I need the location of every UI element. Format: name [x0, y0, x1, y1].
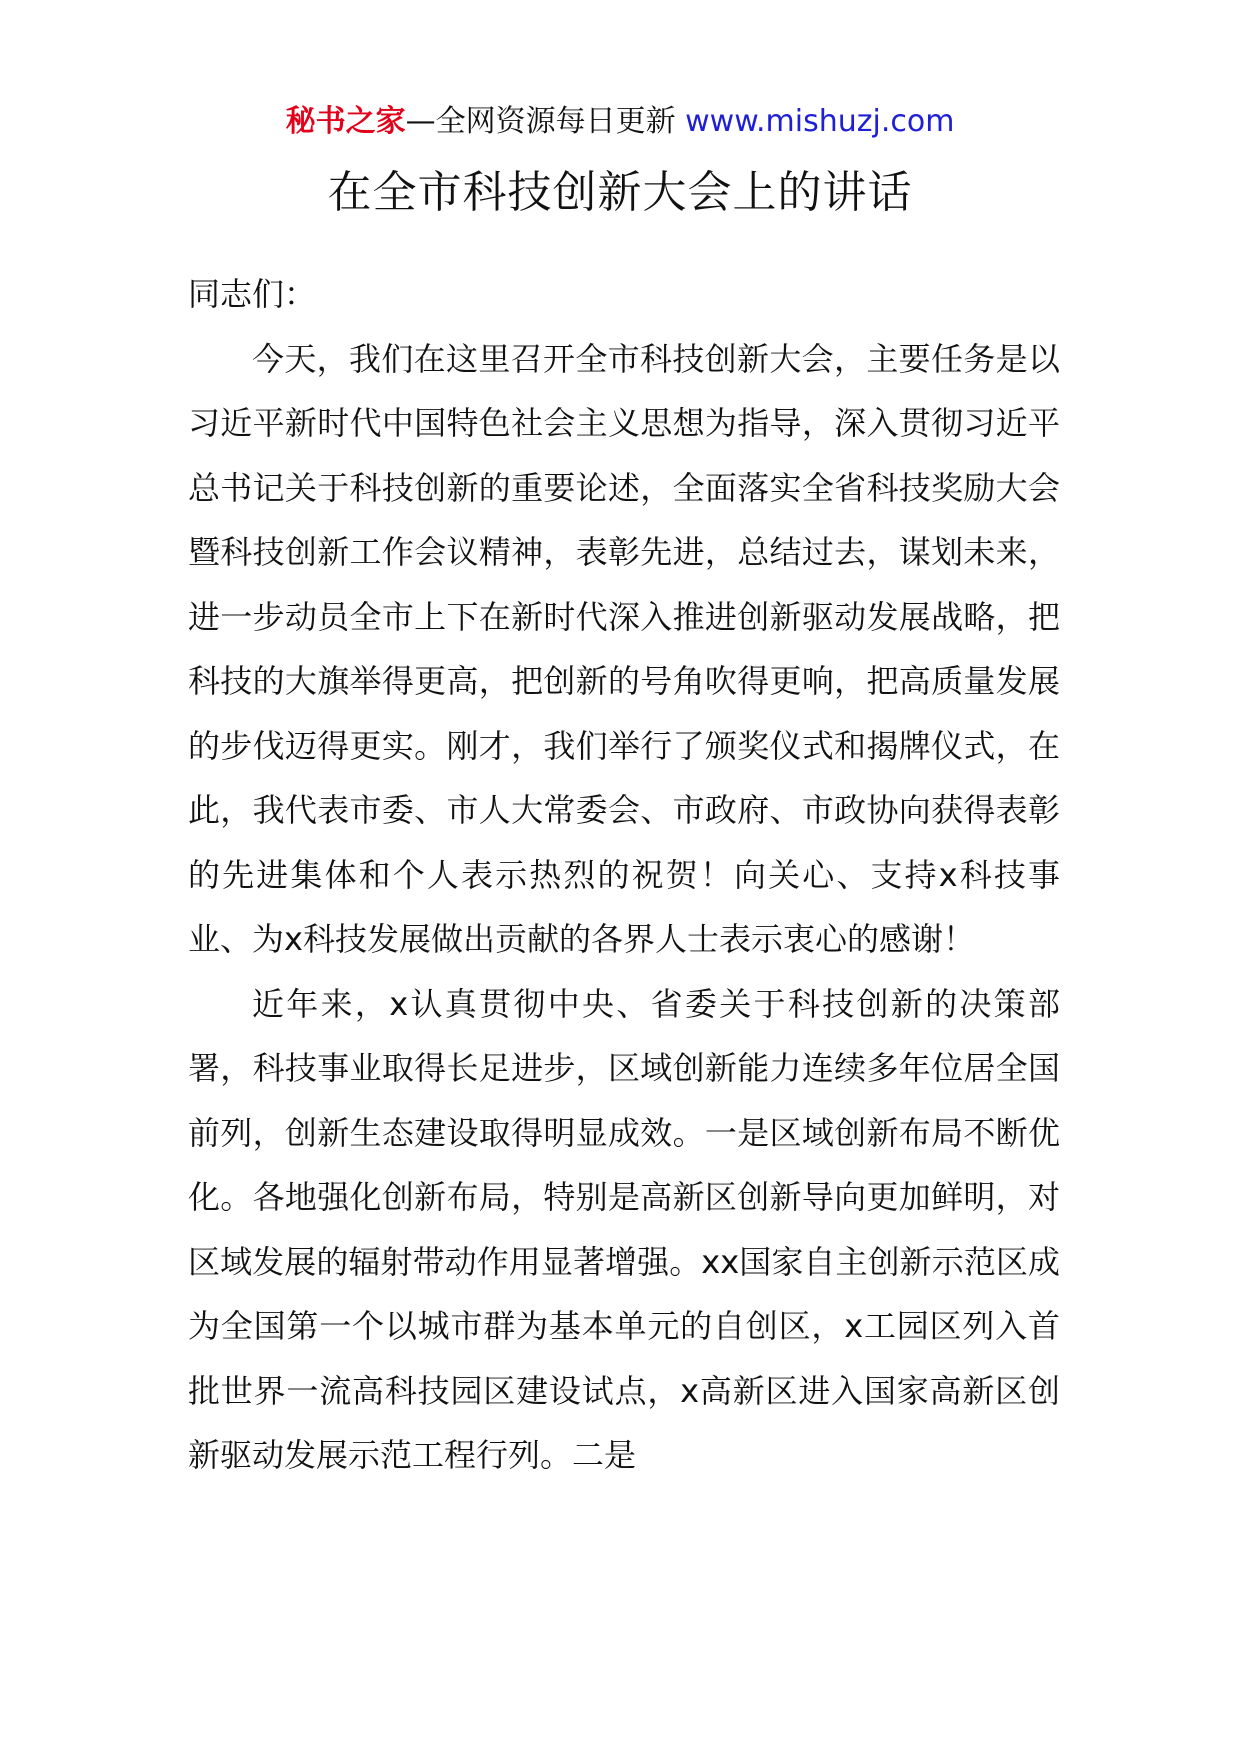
document-body	[188, 262, 1060, 1488]
site-url-link[interactable]: www.mishuzj.com	[685, 104, 955, 139]
paragraph-1: 今天，我们在这里召开全市科技创新大会，主要任务是以习近平新时代中国特色社会主义思想为指导，深入贯彻习近平总书记关于科技创新的重要论述，全面落实全省科技奖励大会暨科技创新工作会议精神，表彰先进，总结过去，谋划未来，进一步动员全市上下在新时代深入推进创新驱动发展战略，把科技的大旗举得更高，把创新的号角吹得更响，把高质量发展的步伐迈得更实。刚才，我们举行了颁奖仪式和揭牌仪式，在此，我代表市委、市人大常委会、市政府、市政协向获得表彰的先进集体和个人表示热烈的祝贺！向关心、支持x科技事业、为x科技发展做出贡献的各界人士表示衷心的感谢！	[188, 339, 1060, 958]
header-tagline: —全网资源每日更新	[405, 104, 686, 139]
salutation: 同志们：	[188, 275, 317, 313]
document-title: 在全市科技创新大会上的讲话	[327, 167, 913, 218]
site-header	[0, 100, 1240, 144]
paragraph-2: 近年来，x认真贯彻中央、省委关于科技创新的决策部署，科技事业取得长足进步，区域创新能力连续多年位居全国前列，创新生态建设取得明显成效。一是区域创新布局不断优化。各地强化创新布局，特别是高新区创新导向更加鲜明，对区域发展的辐射带动作用显著增强。xx国家自主创新示范区成为全国第一个以城市群为基本单元的自创区，x工园区列入首批世界一流高科技园区建设试点，x高新区进入国家高新区创新驱动发展示范工程行列。二是	[188, 984, 1060, 1474]
brand-name: 秘书之家	[285, 104, 406, 139]
